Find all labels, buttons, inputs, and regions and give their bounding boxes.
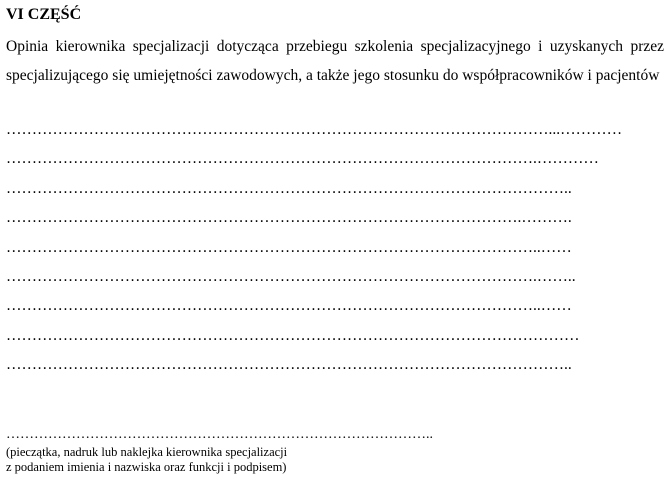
signature-caption-line-1: (pieczątka, nadruk lub naklejka kierownika specjalizacji [6, 445, 288, 459]
section-intro-text: Opinia kierownika specjalizacji dotycząca przebiegu szkolenia specjalizacyjnego i uzyskanych przez specjalizującego się umiejętności zawodowych, a także jego stosunku do współpracowników i pacjentów [6, 38, 664, 84]
answer-line-9[interactable]: ……………………………………………………………………………………………….. [6, 356, 572, 374]
answer-line-4[interactable]: ……………………………………………………………………………………….………. [6, 209, 572, 227]
answer-line-2[interactable]: ………………………………………………………………………………………….………… [6, 150, 599, 168]
answer-line-5[interactable]: …………………………………………………………………………………………..…… [6, 238, 572, 256]
signature-caption-line-2: z podaniem imienia i nazwiska oraz funkcji i podpisem) [6, 460, 287, 474]
answer-line-1[interactable]: ……………………………………………………………………………………………...………… [6, 121, 623, 138]
section-title: VI CZĘŚĆ [6, 6, 82, 23]
signature-block [6, 427, 446, 475]
answer-line-3[interactable]: ……………………………………………………………………………………………….. [6, 179, 572, 197]
answer-line-8[interactable]: ………………………………………………………………………………………………… [6, 326, 580, 344]
opinion-answer-lines [6, 120, 664, 385]
signature-line[interactable]: ……………………………………………………………………………….. [6, 427, 433, 442]
answer-line-6[interactable]: ………………………………………………………………………………………….…….. [6, 267, 576, 285]
answer-line-7[interactable]: …………………………………………………………………………………………..…… [6, 297, 572, 315]
